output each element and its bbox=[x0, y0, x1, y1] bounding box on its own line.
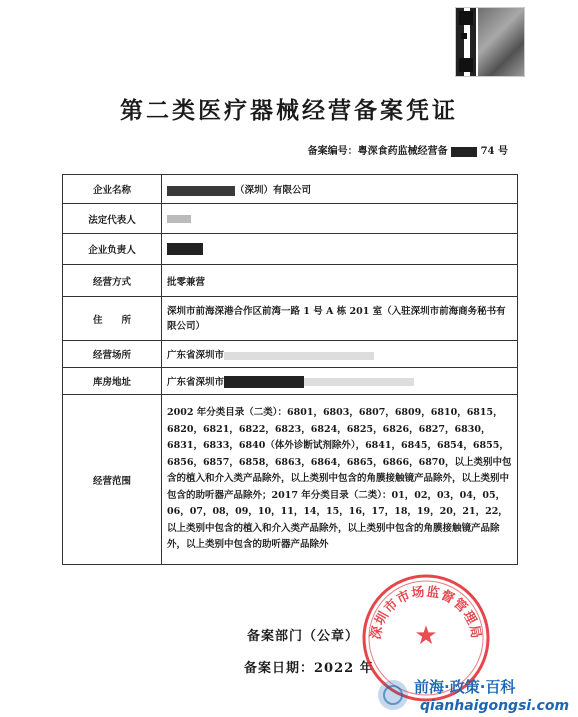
watermark-url: qianhaigongsi.com bbox=[420, 698, 570, 714]
record-date-label: 备案日期： bbox=[244, 661, 315, 676]
business-mode-value: 批零兼营 bbox=[162, 265, 518, 297]
business-mode-label: 经营方式 bbox=[63, 265, 162, 297]
table-row bbox=[63, 204, 518, 234]
redacted-block bbox=[224, 352, 374, 360]
record-department: 备案部门（公章） bbox=[247, 629, 360, 644]
principal-label: 企业负责人 bbox=[63, 234, 162, 265]
residence-label: 住 所 bbox=[63, 297, 162, 341]
info-table bbox=[62, 174, 518, 565]
warehouse-value bbox=[162, 368, 518, 395]
company-name-label: 企业名称 bbox=[63, 175, 162, 204]
record-number-suffix: 74 号 bbox=[480, 146, 508, 157]
redacted-block bbox=[304, 378, 414, 386]
principal-value bbox=[162, 234, 518, 265]
redacted-block bbox=[167, 186, 235, 196]
table-row bbox=[63, 368, 518, 395]
warehouse-text: 广东省深圳市 bbox=[167, 376, 225, 388]
seal-text: 深圳市市场监督管理局 bbox=[368, 584, 484, 641]
record-date-value: 2022 年 bbox=[314, 661, 374, 676]
warehouse-label: 库房地址 bbox=[63, 368, 162, 395]
redacted-block bbox=[451, 147, 477, 157]
watermark-logo-icon bbox=[378, 680, 408, 710]
table-row bbox=[63, 297, 518, 341]
redacted-block bbox=[167, 243, 203, 255]
business-place-value bbox=[162, 341, 518, 368]
table-row bbox=[63, 265, 518, 297]
business-place-text: 广东省深圳市 bbox=[167, 350, 225, 361]
company-name-value bbox=[162, 175, 518, 204]
residence-value: 深圳市前海深港合作区前湾一路 1 号 A 栋 201 室（入驻深圳市前海商务秘书有限公司） bbox=[162, 297, 518, 341]
scope-label: 经营范围 bbox=[63, 395, 162, 565]
document-title: 第二类医疗器械经营备案凭证 bbox=[120, 97, 458, 124]
business-place-label: 经营场所 bbox=[63, 341, 162, 368]
table-row bbox=[63, 395, 518, 565]
seal-star-icon: ★ bbox=[414, 621, 438, 651]
watermark-title: 前海·政策·百科 bbox=[414, 678, 516, 696]
table-row bbox=[63, 175, 518, 204]
record-date bbox=[244, 657, 374, 676]
record-number-label: 备案编号：粤深食药监械经营备 bbox=[307, 146, 448, 157]
table-row bbox=[63, 341, 518, 368]
table-row bbox=[63, 234, 518, 265]
legal-rep-label: 法定代表人 bbox=[63, 204, 162, 234]
scope-value: 2002 年分类目录（二类）：6801，6803，6807，6809，6810，6815，6820，6821，6822，6823，6824，6825，6826，6827，6830，6831，6833，6840（体外诊断试剂除外），6841，6845，6854，6855，6856，6857，6858，6863，6864，6865，6866，6870，以上类别中包含的植入和介入类产品除外，以上类别中包含的角膜接触镜产品除外，以上类别中包含的助听器产品除外；2017 年分类目录（二类）：01，02，03，04，05，06，07，08，09，10，11，14，15，16，17，18，19，20，21，22，以上类别中包含的植入和介入类产品除外，以上类别中包含的角膜接触镜产品除外，以上类别中包含的助听器产品除外 bbox=[162, 395, 518, 565]
qr-code bbox=[455, 7, 525, 77]
watermark bbox=[376, 675, 576, 715]
legal-rep-value bbox=[162, 204, 518, 234]
redacted-block bbox=[167, 215, 191, 223]
company-name-suffix: （深圳）有限公司 bbox=[235, 185, 312, 196]
record-number bbox=[308, 142, 508, 157]
redacted-block bbox=[224, 376, 304, 388]
